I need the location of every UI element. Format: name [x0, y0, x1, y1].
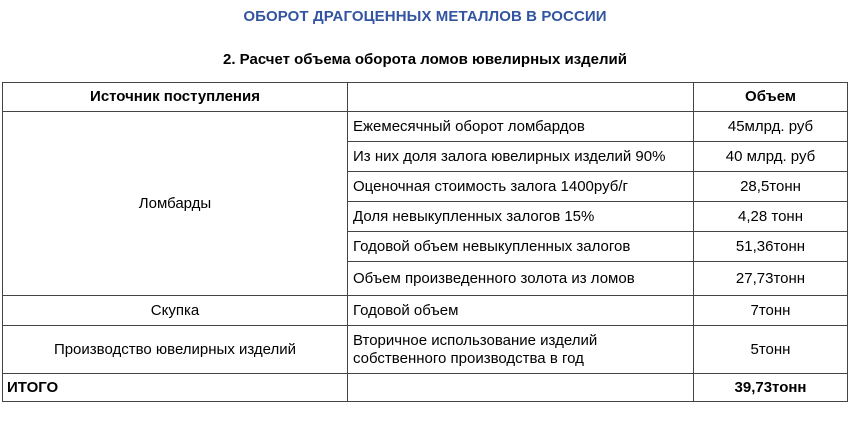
item-cell: Доля невыкупленных залогов 15% — [348, 202, 694, 232]
item-line: собственного производства в год — [353, 349, 584, 367]
volume-cell: 51,36тонн — [694, 232, 848, 262]
source-cell-production: Производство ювелирных изделий — [3, 326, 348, 374]
item-cell: Из них доля залога ювелирных изделий 90% — [348, 142, 694, 172]
volume-cell: 40 млрд. руб — [694, 142, 848, 172]
source-cell-pawnshops: Ломбарды — [3, 112, 348, 296]
item-cell: Годовой объем — [348, 296, 694, 326]
total-row — [3, 374, 848, 402]
volume-cell: 27,73тонн — [694, 262, 848, 296]
section-subtitle: 2. Расчет объема оборота ломов ювелирных изделий — [223, 51, 627, 68]
item-cell — [348, 326, 694, 374]
page-title: ОБОРОТ ДРАГОЦЕННЫХ МЕТАЛЛОВ В РОССИИ — [243, 8, 607, 25]
item-cell: Ежемесячный оборот ломбардов — [348, 112, 694, 142]
item-cell: Оценочная стоимость залога 1400руб/г — [348, 172, 694, 202]
table-row — [3, 326, 848, 374]
column-header-source: Источник поступления — [3, 83, 348, 112]
item-cell: Объем произведенного золота из ломов — [348, 262, 694, 296]
source-cell-buying: Скупка — [3, 296, 348, 326]
table-row — [3, 112, 848, 142]
total-volume: 39,73тонн — [694, 374, 848, 402]
volume-cell: 28,5тонн — [694, 172, 848, 202]
item-line: Вторичное использование изделий — [353, 331, 598, 349]
column-header-volume: Объем — [694, 83, 848, 112]
volume-cell: 45млрд. руб — [694, 112, 848, 142]
total-label: ИТОГО — [3, 374, 348, 402]
table-row — [3, 296, 848, 326]
column-header-item — [348, 83, 694, 112]
table-header-row — [3, 83, 848, 112]
volume-cell: 4,28 тонн — [694, 202, 848, 232]
total-item-cell — [348, 374, 694, 402]
volume-cell: 5тонн — [694, 326, 848, 374]
volume-cell: 7тонн — [694, 296, 848, 326]
turnover-table — [2, 82, 848, 402]
item-cell: Годовой объем невыкупленных залогов — [348, 232, 694, 262]
